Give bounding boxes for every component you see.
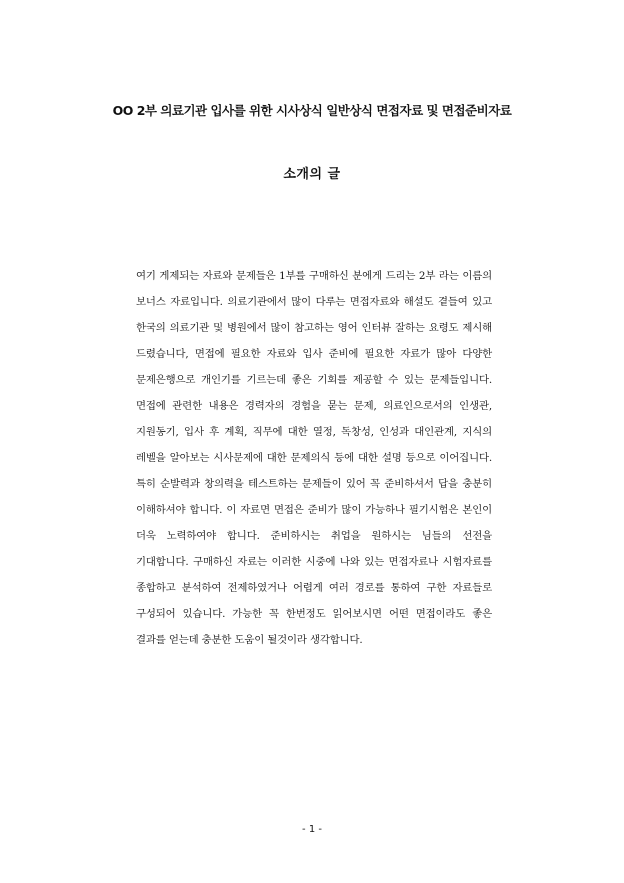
page-number: - 1 -: [302, 824, 322, 835]
document-title: OO 2부 의료기관 입사를 위한 시사상식 일반상식 면접자료 및 면접준비자료: [112, 103, 512, 118]
section-heading: 소개의 글: [283, 167, 341, 182]
body-paragraph: 여기 게제되는 자료와 문제들은 1부를 구매하신 분에게 드리는 2부 라는 이름의 보너스 자료입니다. 의료기관에서 많이 다루는 면접자료와 해설도 곁들여 있고 한국의 의료기관 및 병원에서 많이 참고하는 영어 인터뷰 잘하는 요령도 제시해 드렸습니다, 면접에 필요한 자료와 입사 준비에 필요한 자료가 많아 다양한 문제은행으로 개인기를 기르는데 좋은 기회를 제공할 수 있는 문제들입니다. 면접에 관련한 내용은 경력자의 경험을 묻는 문제, 의료인으로서의 인생관, 지원동기, 입사 후 계획, 직무에 대한 열정, 독창성, 인성과 대인관계, 지식의 레벨을 알아보는 시사문제에 대한 문제의식 등에 대한 설명 등으로 이어집니다. 특히 순발력과 창의력을 테스트하는 문제들이 있어 꼭 준비하셔서 답을 충분히 이해하셔야 합니다. 이 자료면 면접은 준비가 많이 가능하나 필기시험은 본인이 더욱 노력하여야 합니다. 준비하시는 취업을 원하시는 님들의 선전을 기대합니다. 구매하신 자료는 이러한 시중에 나와 있는 면접자료나 시험자료를 종합하고 분석하여 전제하였거나 어렵게 여러 경로를 통하여 구한 자료들로 구성되어 있습니다. 가능한 꼭 한번정도 읽어보시면 어떤 면접이라도 좋은 결과를 얻는데 충분한 도움이 될것이라 생각합니다.: [136, 270, 492, 646]
